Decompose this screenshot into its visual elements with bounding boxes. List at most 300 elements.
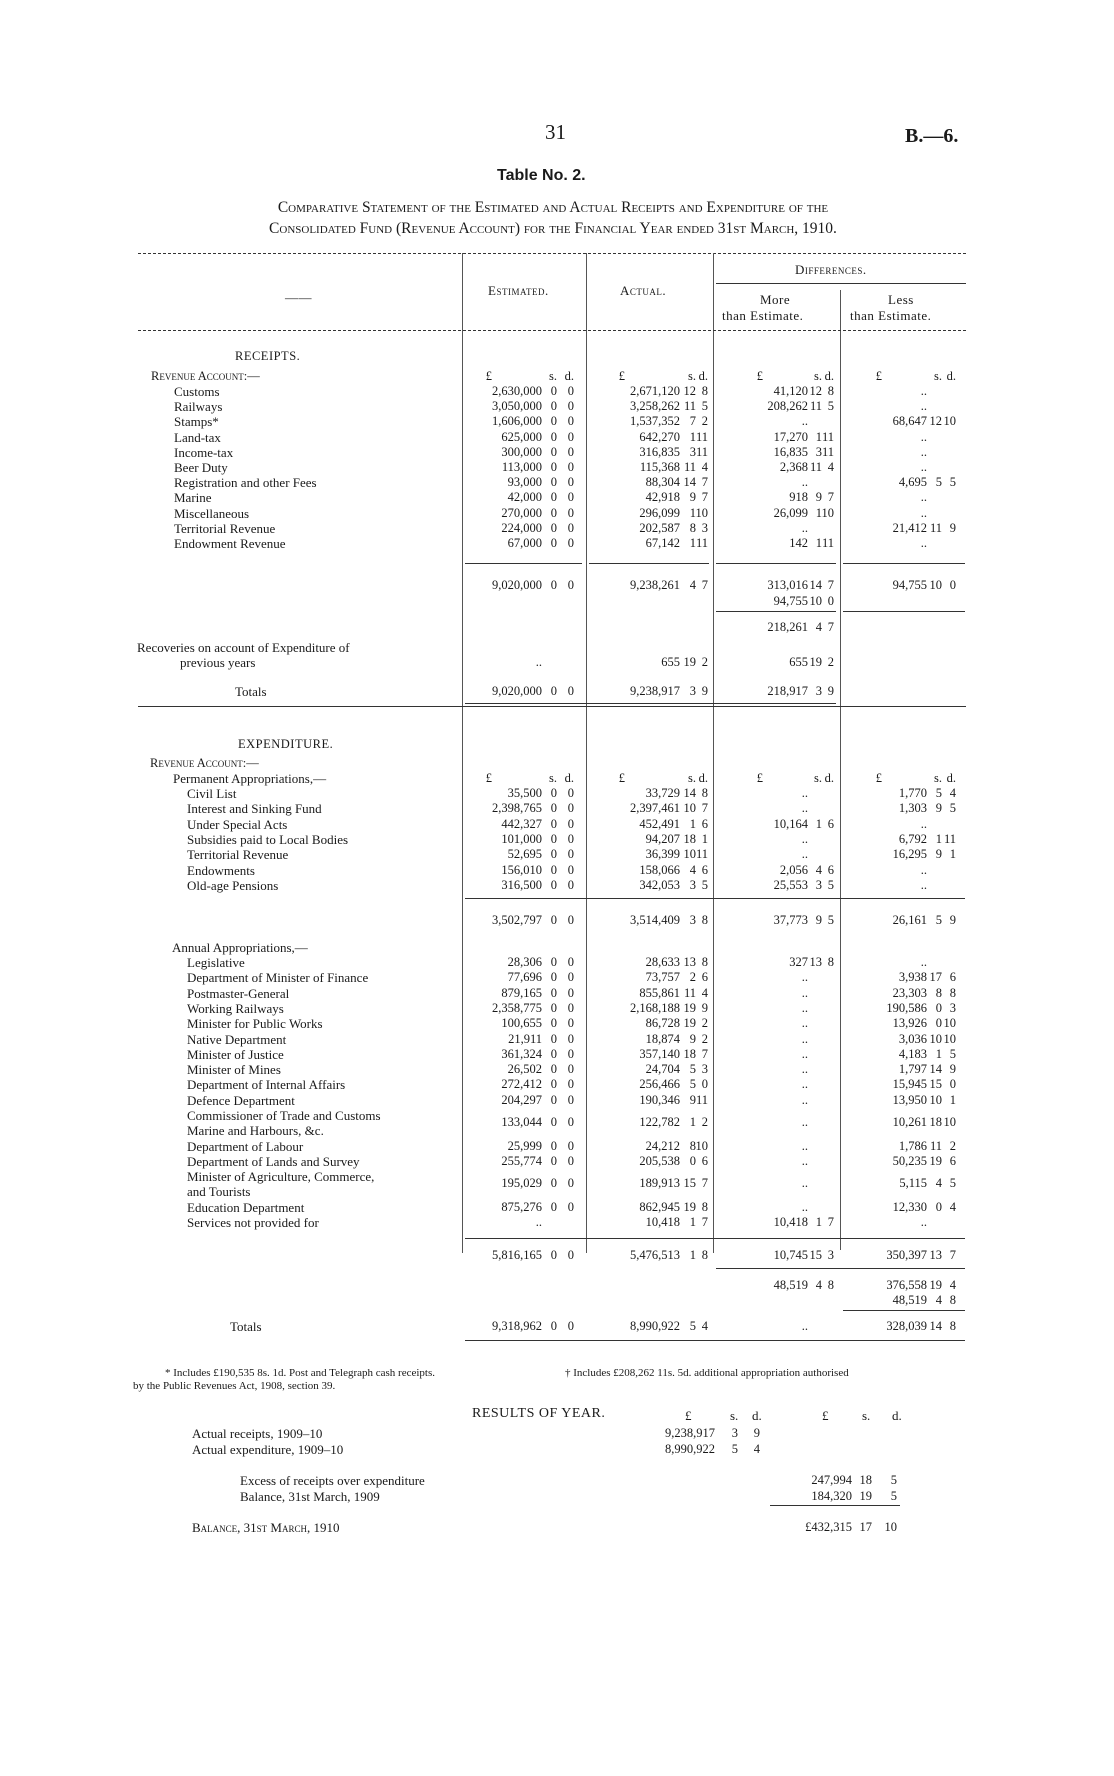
cell-ed: 0 — [567, 1062, 574, 1077]
cell-less: .. — [920, 399, 927, 414]
cell-more: 218,261 — [767, 620, 808, 634]
less-header-2: than Estimate. — [850, 308, 932, 323]
receipts-unit-as: s. — [688, 369, 696, 383]
cell-md: 10 — [821, 505, 834, 520]
cell-ld: 4 — [949, 1278, 956, 1292]
cell-less: .. — [920, 1215, 927, 1230]
cell-ed: 0 — [567, 414, 574, 429]
cell-ad: 8 — [701, 384, 708, 398]
cell-less: 4,183 — [898, 1046, 927, 1061]
cell-act: 73,757 — [645, 970, 680, 985]
cell-ld: 6 — [949, 970, 956, 985]
cell-es: 0 — [550, 684, 557, 698]
cell-less: 350,397 — [886, 1248, 927, 1262]
cell-ad: 2 — [701, 1016, 708, 1031]
results-label: Actual receipts, 1909–10 — [192, 1426, 323, 1441]
cell-ed: 0 — [567, 970, 574, 985]
results-col2-pound: £ — [822, 1408, 829, 1423]
results-d: 5 — [890, 1473, 897, 1487]
cell-ms: 11 — [809, 460, 822, 474]
cell-es: 0 — [550, 816, 557, 831]
cell-ld: 10 — [943, 1031, 956, 1046]
annual-row-label-2: Marine and Harbours, &c. — [187, 1123, 324, 1138]
cell-more: .. — [801, 1077, 808, 1092]
cell-as: 14 — [683, 786, 696, 800]
cell-more: 2,056 — [779, 862, 808, 877]
receipts-section-rule — [138, 706, 966, 707]
receipts-unit-ld: d. — [946, 369, 956, 383]
receipts-totals-rule — [465, 703, 836, 704]
cell-ed: 0 — [567, 786, 574, 800]
cell-ld: 10 — [943, 414, 956, 429]
cell-less: 1,786 — [898, 1138, 927, 1153]
permanent-row-label: Subsidies paid to Local Bodies — [187, 831, 349, 847]
cell-as: 2 — [689, 970, 696, 985]
cell-ed: 0 — [567, 985, 574, 1000]
cell-es: 0 — [550, 490, 557, 505]
expenditure-heading: EXPENDITURE. — [238, 737, 334, 751]
cell-ms: 3 — [815, 444, 822, 459]
cell-ms: 15 — [809, 1248, 822, 1262]
expenditure-account-label: Revenue Account:— — [150, 756, 259, 770]
cell-ad: 7 — [701, 490, 708, 505]
results-col1-pound: £ — [685, 1408, 692, 1423]
cell-es: 0 — [550, 1199, 557, 1214]
cell-act: 10,418 — [645, 1215, 680, 1230]
cell-ed: 0 — [567, 862, 574, 877]
permanent-unit-ms: s. — [814, 771, 822, 785]
permanent-unit-less: £ — [875, 771, 882, 785]
cell-act: 42,918 — [645, 490, 680, 505]
cell-ld: 6 — [949, 1153, 956, 1168]
cell-more: .. — [801, 1176, 808, 1191]
cell-less: .. — [920, 429, 927, 444]
permanent-row-label: Endowments — [187, 862, 255, 878]
cell-ed: 0 — [567, 1138, 574, 1153]
cell-ld: 4 — [949, 786, 956, 800]
cell-ms: 9 — [815, 490, 822, 505]
cell-ad: 8 — [701, 1248, 708, 1262]
cell-ad: 3 — [701, 1062, 708, 1077]
cell-ld: 1 — [949, 1092, 956, 1107]
results-col2-s: s. — [862, 1408, 871, 1423]
cell-ms: 1 — [815, 816, 822, 831]
annual-row-label-2: and Tourists — [187, 1184, 251, 1200]
cell-est: 5,816,165 — [492, 1248, 542, 1262]
cell-as: 19 — [683, 655, 696, 669]
receipt-row-label: Stamps* — [174, 414, 219, 430]
cell-ad: 11 — [695, 444, 708, 459]
cell-es: 0 — [550, 460, 557, 474]
cell-as: 5 — [689, 1319, 696, 1333]
cell-ad: 6 — [701, 816, 708, 831]
receipt-row-label: Endowment Revenue — [174, 536, 286, 551]
cell-as: 4 — [689, 578, 696, 592]
cell-less: 328,039 — [886, 1319, 927, 1333]
cell-more: .. — [801, 1115, 808, 1129]
cell-est: 26,502 — [507, 1062, 542, 1077]
cell-es: 0 — [550, 985, 557, 1000]
cell-est: 2,358,775 — [492, 1000, 542, 1015]
annual-row-label: Postmaster-General — [187, 985, 290, 1001]
cell-act: 5,476,513 — [630, 1248, 680, 1262]
results-s: 17 — [859, 1520, 872, 1534]
cell-ed: 0 — [567, 444, 574, 459]
cell-es: 0 — [550, 414, 557, 429]
cell-more: 37,773 — [773, 913, 808, 927]
cell-less: .. — [920, 444, 927, 459]
cell-less: 10,261 — [892, 1115, 927, 1129]
cell-md: 3 — [827, 1248, 834, 1262]
cell-ed: 0 — [567, 877, 574, 892]
cell-es: 0 — [550, 1046, 557, 1061]
receipt-row-label: Land-tax — [174, 429, 221, 445]
cell-ld: 5 — [949, 1176, 956, 1191]
cell-ls: 0 — [935, 1000, 942, 1015]
cell-as: 3 — [689, 684, 696, 698]
receipts-less-close-rule — [843, 611, 965, 612]
cell-as: 9 — [689, 490, 696, 505]
permanent-unit-ls: s. — [934, 771, 942, 785]
annual-row-label: Commissioner of Trade and Customs — [187, 1108, 381, 1123]
cell-es: 0 — [550, 877, 557, 892]
document-reference: B.—6. — [905, 125, 959, 147]
cell-es: 0 — [550, 1092, 557, 1107]
cell-ms: 11 — [809, 399, 822, 414]
cell-est: 93,000 — [507, 475, 542, 490]
cell-ls: 8 — [935, 985, 942, 1000]
combined-rule — [716, 1268, 965, 1269]
receipts-unit-es: s. — [549, 369, 557, 383]
cell-est: 133,044 — [501, 1115, 542, 1129]
cell-es: 0 — [550, 801, 557, 816]
cell-less: 1,770 — [898, 786, 927, 800]
cell-ls: 9 — [935, 847, 942, 862]
cell-ed: 0 — [567, 1115, 574, 1129]
results-d: 10 — [884, 1520, 897, 1534]
receipts-account-label: Revenue Account:— — [151, 369, 260, 383]
cell-md: 6 — [827, 862, 834, 877]
cell-as: 10 — [683, 847, 696, 862]
cell-less: 48,519 — [892, 1293, 927, 1307]
expenditure-totals-label: Totals — [230, 1319, 262, 1334]
cell-ad: 4 — [701, 1319, 708, 1333]
cell-more: 26,099 — [773, 505, 808, 520]
cell-more: 48,519 — [773, 1278, 808, 1292]
cell-ld: 8 — [949, 1319, 956, 1333]
cell-more: .. — [801, 1016, 808, 1031]
cell-less: 5,115 — [899, 1176, 927, 1191]
cell-est: 625,000 — [501, 429, 542, 444]
more-header-2: than Estimate. — [722, 308, 804, 323]
cell-act: 122,782 — [639, 1115, 680, 1129]
cell-more: 2,368 — [779, 460, 808, 474]
cell-ad: 5 — [701, 877, 708, 892]
cell-md: 5 — [827, 913, 834, 927]
receipts-unit-less: £ — [875, 369, 882, 383]
cell-as: 3 — [689, 913, 696, 927]
results-label: Balance, 31st March, 1910 — [192, 1520, 340, 1535]
cell-more: 142 — [789, 536, 808, 550]
cell-est: 100,655 — [501, 1016, 542, 1031]
caption-line-1: Comparative Statement of the Estimated and Actual Receipts and Expenditure of the — [277, 199, 829, 216]
cell-act: 2,397,461 — [630, 801, 680, 816]
cell-es: 0 — [550, 536, 557, 550]
cell-more: .. — [801, 414, 808, 429]
cell-ed: 0 — [567, 831, 574, 846]
cell-act: 1,537,352 — [630, 414, 680, 429]
cell-act: 24,212 — [645, 1138, 680, 1153]
cell-as: 5 — [689, 1062, 696, 1077]
cell-more: .. — [801, 801, 808, 816]
dash-header: —— — [285, 290, 312, 305]
cell-less: 190,586 — [886, 1000, 927, 1015]
cell-less: .. — [920, 490, 927, 505]
cell-more: 10,418 — [773, 1215, 808, 1230]
cell-est: 113,000 — [501, 460, 542, 474]
cell-act: 452,491 — [639, 816, 680, 831]
cell-ld: 10 — [943, 1016, 956, 1031]
cell-act: 316,835 — [639, 444, 680, 459]
cell-act: 88,304 — [645, 475, 680, 490]
cell-ed: 0 — [567, 1092, 574, 1107]
cell-ms: 1 — [815, 1215, 822, 1230]
cell-ad: 0 — [701, 1077, 708, 1092]
cell-ad: 8 — [701, 913, 708, 927]
cell-es: 0 — [550, 475, 557, 490]
cell-less: 1,303 — [898, 801, 927, 816]
cell-ad: 7 — [701, 1176, 708, 1191]
cell-act: 357,140 — [639, 1046, 680, 1061]
cell-ld: 9 — [949, 913, 956, 927]
cell-less: 13,926 — [892, 1016, 927, 1031]
permanent-row-label: Territorial Revenue — [187, 847, 289, 863]
cell-est: 270,000 — [501, 505, 542, 520]
cell-ad: 4 — [701, 985, 708, 1000]
cell-more: 313,016 — [767, 578, 808, 592]
permanent-heading: Permanent Appropriations,— — [173, 771, 327, 786]
results-amt: 184,320 — [811, 1489, 852, 1503]
cell-ls: 9 — [935, 801, 942, 816]
col-rule-4 — [840, 290, 841, 1250]
cell-est: 42,000 — [507, 490, 542, 505]
results-balance-rule — [770, 1505, 900, 1506]
cell-es: 0 — [550, 1176, 557, 1191]
cell-md: 6 — [827, 816, 834, 831]
cell-less: 4,695 — [898, 475, 927, 490]
cell-as: 13 — [683, 955, 696, 969]
cell-ld: 8 — [949, 1293, 956, 1307]
differences-rule — [716, 283, 966, 284]
annual-row-label: Department of Internal Affairs — [187, 1077, 346, 1093]
cell-ls: 0 — [935, 1016, 942, 1031]
cell-ms: 4 — [815, 862, 822, 877]
cell-act: 158,066 — [639, 862, 680, 877]
cell-es: 0 — [550, 955, 557, 969]
annual-row-label: Minister of Mines — [187, 1062, 281, 1078]
cell-est: 9,020,000 — [492, 578, 542, 592]
cell-ad: 2 — [701, 1031, 708, 1046]
cell-md: 5 — [827, 399, 834, 414]
footnote-dagger-cont: by the Public Revenues Act, 1908, section 39. — [133, 1380, 336, 1392]
cell-more: .. — [801, 786, 808, 800]
cell-act: 256,466 — [639, 1077, 680, 1092]
cell-es: 0 — [550, 578, 557, 592]
cell-as: 3 — [689, 444, 696, 459]
cell-as: 8 — [689, 1138, 696, 1153]
permanent-unit-more: £ — [756, 771, 763, 785]
receipts-act-rule — [589, 563, 709, 564]
receipts-net-rule — [716, 611, 836, 612]
expenditure-less-rule — [843, 1310, 965, 1311]
cell-ls: 12 — [929, 414, 942, 429]
receipts-unit-more: £ — [756, 369, 763, 383]
annual-row-label: Native Department — [187, 1031, 287, 1047]
actual-header: Actual. — [620, 283, 667, 298]
cell-as: 1 — [689, 1248, 696, 1262]
cell-est: 35,500 — [507, 786, 542, 800]
cell-less: 3,036 — [898, 1031, 927, 1046]
results-d: 5 — [890, 1489, 897, 1503]
receipts-unit-ls: s. — [934, 369, 942, 383]
cell-ms: 1 — [815, 536, 822, 550]
cell-ls: 14 — [929, 1319, 942, 1333]
cell-act: 9,238,917 — [630, 684, 680, 698]
receipt-row-label: Railways — [174, 399, 223, 415]
cell-ms: 1 — [815, 429, 822, 444]
cell-ld: 8 — [949, 985, 956, 1000]
cell-ms: 4 — [815, 620, 822, 634]
annual-row-label: Services not provided for — [187, 1215, 319, 1231]
cell-less: .. — [920, 816, 927, 831]
results-heading: RESULTS OF YEAR. — [472, 1406, 606, 1421]
cell-as: 1 — [689, 536, 696, 550]
recoveries-label-2: previous years — [180, 655, 256, 670]
cell-ed: 0 — [567, 429, 574, 444]
cell-act: 862,945 — [639, 1199, 680, 1214]
cell-more: 94,755 — [773, 594, 808, 608]
cell-md: 0 — [827, 594, 834, 608]
results-amt: 9,238,917 — [665, 1426, 715, 1440]
cell-est: 9,020,000 — [492, 684, 542, 698]
cell-more: 327 — [789, 955, 808, 969]
annual-total-top-rule — [465, 1238, 965, 1239]
permanent-unit-as: s. — [688, 771, 696, 785]
cell-as: 8 — [689, 520, 696, 535]
more-header-1: More — [760, 292, 791, 307]
cell-less: 16,295 — [892, 847, 927, 862]
results-amt: £432,315 — [805, 1520, 852, 1534]
cell-more: .. — [801, 1000, 808, 1015]
cell-ld: 5 — [949, 801, 956, 816]
cell-ls: 0 — [935, 1199, 942, 1214]
permanent-unit-est: £ — [485, 771, 492, 785]
cell-as: 11 — [683, 460, 696, 474]
cell-ad: 1 — [701, 831, 708, 846]
cell-ad: 8 — [701, 955, 708, 969]
cell-as: 15 — [683, 1176, 696, 1191]
cell-ls: 1 — [935, 1046, 942, 1061]
cell-act: 190,346 — [639, 1092, 680, 1107]
cell-ls: 18 — [929, 1115, 942, 1129]
cell-es: 0 — [550, 520, 557, 535]
less-header-1: Less — [888, 292, 914, 307]
cell-more: 655 — [789, 655, 808, 669]
cell-more: .. — [801, 1062, 808, 1077]
cell-act: 296,099 — [639, 505, 680, 520]
cell-less: 68,647 — [892, 414, 927, 429]
cell-act: 855,861 — [639, 985, 680, 1000]
permanent-row-label: Old-age Pensions — [187, 877, 279, 893]
receipts-totals-label: Totals — [235, 684, 267, 699]
cell-ad: 11 — [695, 536, 708, 550]
cell-act: 202,587 — [639, 520, 680, 535]
cell-est: 156,010 — [501, 862, 542, 877]
receipts-unit-ad: d. — [698, 369, 708, 383]
cell-more: .. — [801, 970, 808, 985]
cell-est: 67,000 — [507, 536, 542, 550]
cell-est: 2,398,765 — [492, 801, 542, 816]
cell-more: 208,262 — [767, 399, 808, 414]
cell-ad: 7 — [701, 1215, 708, 1230]
cell-ad: 11 — [695, 1092, 708, 1107]
cell-ld: 5 — [949, 475, 956, 490]
cell-ad: 2 — [701, 1115, 708, 1129]
cell-ld: 7 — [949, 1248, 956, 1262]
cell-as: 1 — [689, 1115, 696, 1129]
cell-ls: 5 — [935, 786, 942, 800]
cell-less: 12,330 — [892, 1199, 927, 1214]
cell-act: 86,728 — [645, 1016, 680, 1031]
cell-ls: 11 — [929, 1138, 942, 1153]
cell-est: 195,029 — [501, 1176, 542, 1191]
cell-ed: 0 — [567, 1077, 574, 1092]
cell-es: 0 — [550, 505, 557, 520]
cell-ls: 10 — [929, 1031, 942, 1046]
cell-ad: 8 — [701, 1199, 708, 1214]
cell-ad: 10 — [695, 505, 708, 520]
cell-ed: 0 — [567, 801, 574, 816]
cell-more: 918 — [789, 490, 808, 505]
cell-less: 26,161 — [892, 913, 927, 927]
cell-as: 18 — [683, 831, 696, 846]
cell-less: .. — [920, 955, 927, 969]
cell-as: 4 — [689, 862, 696, 877]
receipt-row-label: Miscellaneous — [174, 505, 250, 521]
receipt-row-label: Registration and other Fees — [174, 475, 317, 491]
cell-act: 33,729 — [645, 786, 680, 800]
cell-act: 189,913 — [639, 1176, 680, 1191]
cell-ld: 11 — [943, 831, 956, 846]
cell-act: 36,399 — [645, 847, 680, 862]
cell-est: 28,306 — [507, 955, 542, 969]
results-d: 4 — [753, 1442, 760, 1456]
cell-as: 1 — [689, 816, 696, 831]
receipt-row-label: Beer Duty — [174, 460, 228, 475]
cell-ld: 0 — [949, 1077, 956, 1092]
cell-act: 342,053 — [639, 877, 680, 892]
cell-act: 8,990,922 — [630, 1319, 680, 1333]
cell-es: 0 — [550, 1319, 557, 1333]
cell-ed: 0 — [567, 384, 574, 398]
results-d: 9 — [753, 1426, 760, 1440]
cell-ed: 0 — [567, 490, 574, 505]
cell-more: .. — [801, 475, 808, 490]
cell-ed: 0 — [567, 1199, 574, 1214]
cell-more: .. — [801, 847, 808, 862]
footnote-dagger: † Includes £208,262 11s. 5d. additional appropriation authorised — [565, 1367, 849, 1379]
cell-md: 7 — [827, 1215, 834, 1230]
